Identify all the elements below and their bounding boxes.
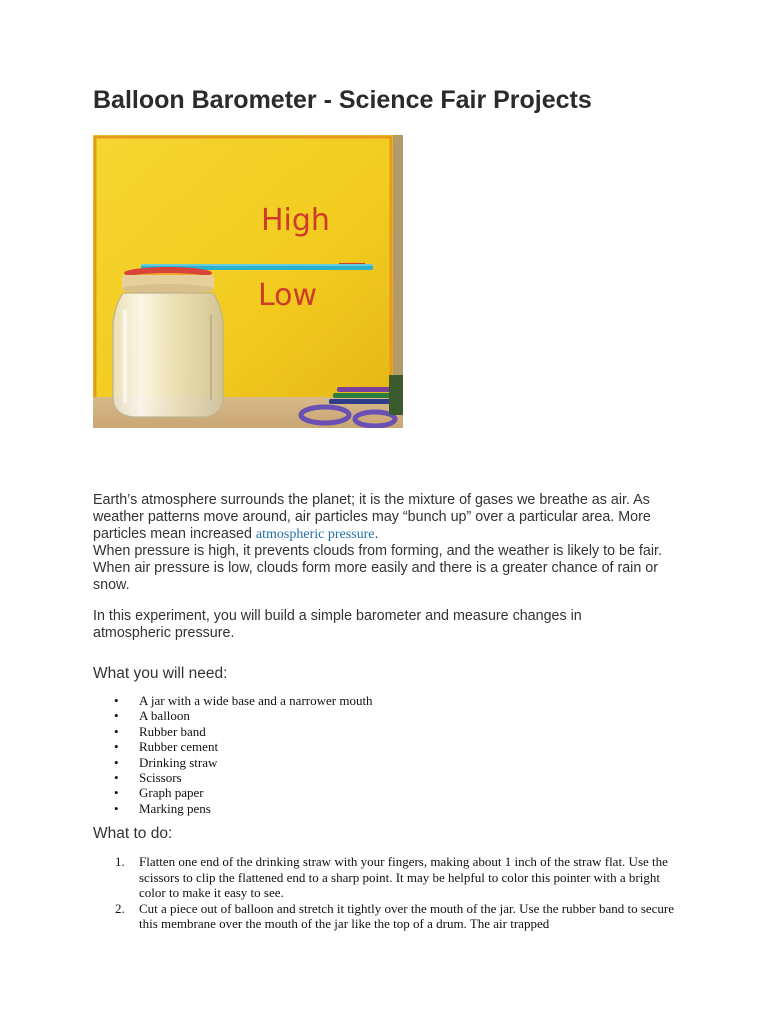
list-item-text: Drinking straw xyxy=(139,754,218,770)
bullet: • xyxy=(114,693,119,708)
list-item xyxy=(93,785,373,800)
bullet: • xyxy=(114,754,119,770)
list-item-text: Marking pens xyxy=(139,800,211,816)
step-number: 1. xyxy=(115,854,125,869)
step-item xyxy=(93,901,683,932)
intro-text-period: . xyxy=(374,526,379,542)
list-item xyxy=(93,770,373,785)
page-title: Balloon Barometer - Science Fair Projects xyxy=(93,86,592,114)
list-item xyxy=(93,801,373,816)
intro-paragraph-2: When pressure is high, it prevents clouds from forming, and the weather is likely to be fair. When air pressure is low, clouds form more easily and there is a greater chance of rain or snow. xyxy=(93,543,662,593)
step-number: 2. xyxy=(115,900,125,916)
bullet: • xyxy=(114,708,119,724)
step-item xyxy=(93,854,683,901)
list-item-text: Scissors xyxy=(139,770,182,786)
step-text: Flatten one end of the drinking straw with your fingers, making about 1 inch of the straw flat. Use the scissors to clip the flattened end to a sharp point. It may be helpful to color this pointer with a bright color to make it easy to see. xyxy=(139,854,668,901)
bullet: • xyxy=(114,770,119,786)
todo-heading: What to do: xyxy=(93,825,173,842)
steps-list xyxy=(93,854,683,932)
list-item xyxy=(93,708,373,723)
bullet: • xyxy=(114,723,119,739)
materials-list xyxy=(93,693,373,816)
bullet: • xyxy=(114,800,119,816)
need-heading: What you will need: xyxy=(93,665,228,682)
intro-paragraph-1 xyxy=(93,492,693,543)
high-label: High xyxy=(261,203,330,238)
list-item-text: A balloon xyxy=(139,708,190,724)
intro-paragraph-3: In this experiment, you will build a simple barometer and measure changes in atmospheric pressure. xyxy=(93,608,582,641)
list-item xyxy=(93,724,373,739)
list-item-text: Graph paper xyxy=(139,785,204,801)
list-item xyxy=(93,755,373,770)
list-item xyxy=(93,693,373,708)
intro-text xyxy=(93,492,693,594)
bullet: • xyxy=(114,785,119,801)
atmospheric-pressure-link[interactable]: atmospheric pressure xyxy=(255,527,375,542)
bullet: • xyxy=(114,739,119,755)
low-label: Low xyxy=(258,278,318,313)
list-item-text: Rubber band xyxy=(139,723,206,739)
list-item xyxy=(93,739,373,754)
barometer-photo xyxy=(93,135,403,428)
list-item-text: Rubber cement xyxy=(139,739,219,755)
glass-jar xyxy=(113,293,223,417)
intro-text-part: Earth’s atmosphere surrounds the planet; it is the mixture of gases we breathe as air. As weather patterns move around, air particles may “bunch up” over a particular area. More particles mean increased xyxy=(93,492,651,542)
list-item-text: A jar with a wide base and a narrower mouth xyxy=(139,693,373,708)
step-text: Cut a piece out of balloon and stretch it tightly over the mouth of the jar. Use the rubber band to secure this membrane over the mouth of the jar like the top of a drum. The air trapped xyxy=(139,900,675,932)
marker-pen xyxy=(333,393,395,398)
